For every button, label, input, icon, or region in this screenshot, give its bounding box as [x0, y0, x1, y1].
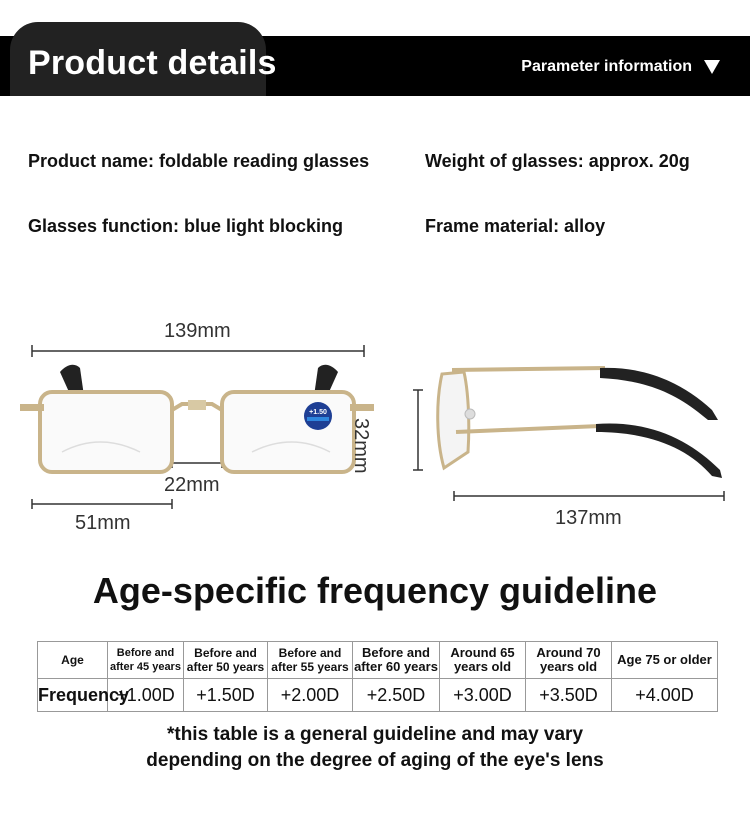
triangle-down-icon: [704, 60, 720, 74]
guideline-title: Age-specific frequency guideline: [92, 570, 658, 611]
frequency-cell: +1.00D: [108, 679, 184, 712]
table-row-frequency: [38, 679, 718, 712]
spec-material: Frame material: alloy: [425, 216, 606, 236]
lens-height-label: 32mm: [350, 418, 372, 474]
frequency-cell: +2.50D: [353, 679, 440, 712]
spec-function: Glasses function: blue light blocking: [28, 216, 344, 236]
age-cell: Before and after 55 years: [268, 642, 353, 679]
frequency-table: [37, 641, 718, 712]
age-cell: Before and after 50 years: [184, 642, 268, 679]
age-cell: Age 75 or older: [612, 642, 718, 679]
frequency-cell: +4.00D: [612, 679, 718, 712]
frequency-cell: +2.00D: [268, 679, 353, 712]
table-row-age: [38, 642, 718, 679]
total-width-label: 139mm: [164, 320, 231, 342]
footnote: [0, 722, 750, 774]
parameter-info-toggle[interactable]: [521, 58, 720, 76]
lens-sticker-text: +1.50: [309, 409, 327, 416]
bridge-width-label: 22mm: [164, 474, 220, 496]
lens-width-label: 51mm: [75, 512, 131, 534]
glasses-front-view: [20, 365, 374, 472]
parameter-info-label: Parameter information: [521, 58, 692, 75]
age-cell: Around 70 years old: [526, 642, 612, 679]
spec-weight: Weight of glasses: approx. 20g: [425, 151, 690, 171]
spec-product-name: Product name: foldable reading glasses: [28, 151, 370, 171]
frequency-cell: +3.00D: [440, 679, 526, 712]
frequency-cell: +3.50D: [526, 679, 612, 712]
temple-length-label: 137mm: [555, 507, 622, 529]
row-label-age: Age: [38, 642, 108, 679]
age-cell: Before and after 45 years: [108, 642, 184, 679]
age-cell: Before and after 60 years: [353, 642, 440, 679]
glasses-side-view: [438, 368, 722, 478]
footnote-line-1: *this table is a general guideline and may vary: [166, 724, 584, 745]
row-label-frequency: Frequency: [38, 679, 108, 712]
age-cell: Around 65 years old: [440, 642, 526, 679]
page-title: Product details: [28, 44, 277, 82]
frequency-cell: +1.50D: [184, 679, 268, 712]
footnote-line-2: depending on the degree of aging of the eye's lens: [146, 750, 604, 771]
